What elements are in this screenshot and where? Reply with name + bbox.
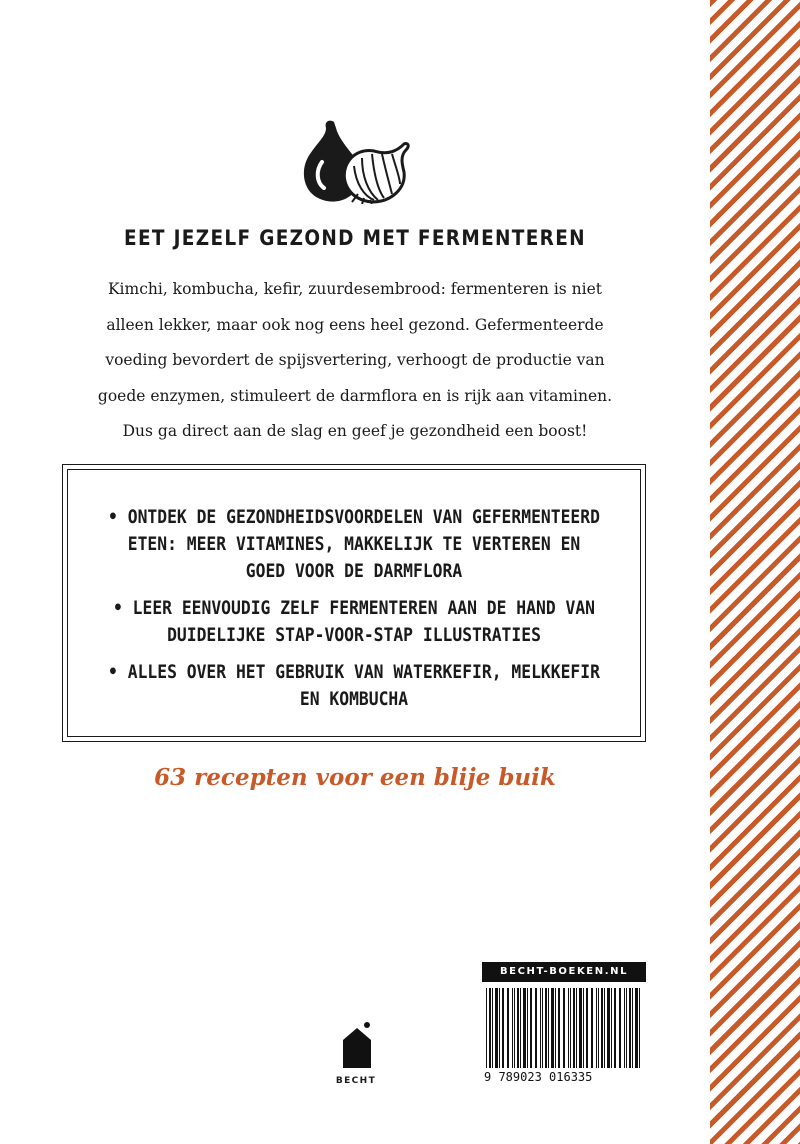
barcode-bar: [604, 988, 605, 1068]
barcode-bar: [512, 988, 513, 1068]
barcode-bar: [632, 988, 633, 1068]
barcode-bar: [548, 988, 549, 1068]
barcode-bar: [551, 988, 554, 1068]
barcode-bar: [527, 988, 528, 1068]
feature-item: • ALLES OVER HET GEBRUIK VAN WATERKEFIR, MELKKEFIR EN KOMBUCHA: [108, 661, 600, 710]
barcode-bar: [558, 988, 560, 1068]
barcode-bar: [545, 988, 547, 1068]
barcode-bar: [555, 988, 556, 1068]
barcode: [482, 988, 646, 1084]
barcode-bar: [598, 988, 599, 1068]
barcode-bar: [520, 988, 521, 1068]
barcode-bar: [535, 988, 537, 1068]
headline: EET JEZELF GEZOND MET FERMENTEREN: [124, 226, 586, 250]
feature-list: [68, 504, 640, 723]
barcode-bar: [611, 988, 612, 1068]
barcode-bar: [489, 988, 491, 1068]
becht-house-icon: [340, 1022, 374, 1068]
feature-item: • LEER EENVOUDIG ZELF FERMENTEREN AAN DE HAND VAN DUIDELIJKE STAP-VOOR-STAP ILLUSTRATIES: [112, 597, 596, 646]
intro-line: voeding bevordert de spijsvertering, verhoogt de productie van: [105, 351, 605, 369]
barcode-bar: [629, 988, 631, 1068]
website-label: BECHT-BOEKEN.NL: [482, 962, 646, 982]
decorative-stripes: [710, 0, 800, 1144]
intro-text: [60, 272, 650, 450]
feature-box-inner: [67, 469, 641, 737]
tagline: 63 recepten voor een blije buik: [154, 764, 556, 791]
fig-onion-icon: [296, 118, 414, 204]
intro-line: Dus ga direct aan de slag en geef je gezondheid een boost!: [122, 422, 588, 440]
barcode-bar: [542, 988, 543, 1068]
barcode-bar: [596, 988, 597, 1068]
barcode-bar: [492, 988, 493, 1068]
barcode-bar: [495, 988, 498, 1068]
barcode-bar: [619, 988, 621, 1068]
barcode-bar: [607, 988, 610, 1068]
barcode-bar: [517, 988, 519, 1068]
barcode-bar: [570, 988, 571, 1068]
barcode-digits: 9 789023 016335: [484, 1070, 593, 1084]
barcode-bar: [583, 988, 584, 1068]
barcode-bar: [540, 988, 541, 1068]
barcode-bar: [639, 988, 640, 1068]
feature-box: [62, 464, 646, 742]
barcode-bar: [614, 988, 616, 1068]
barcode-bar: [601, 988, 603, 1068]
barcode-bar: [626, 988, 627, 1068]
barcode-bar: [507, 988, 509, 1068]
barcode-bar: [523, 988, 526, 1068]
intro-line: goede enzymen, stimuleert de darmflora en is rijk aan vitaminen.: [97, 386, 613, 405]
barcode-bar: [579, 988, 582, 1068]
intro-line: Kimchi, kombucha, kefir, zuurdesembrood: fermenteren is niet: [107, 280, 603, 298]
publisher-name: BECHT: [335, 1076, 377, 1086]
barcode-bar: [499, 988, 500, 1068]
barcode-bar: [486, 988, 487, 1068]
barcode-bar: [635, 988, 638, 1068]
barcode-bar: [624, 988, 625, 1068]
feature-item: • ONTDEK DE GEZONDHEIDSVOORDELEN VAN GEFERMENTEERD ETEN: MEER VITAMINES, MAKKELIJK TE VERTEREN EN GOED VOOR DE DARMFLORA: [108, 506, 600, 582]
barcode-bar: [591, 988, 593, 1068]
barcode-bar: [586, 988, 588, 1068]
barcode-bar: [568, 988, 569, 1068]
barcode-bar: [576, 988, 577, 1068]
barcode-bar: [530, 988, 532, 1068]
barcode-bar: [514, 988, 515, 1068]
intro-line: alleen lekker, maar ook nog eens heel gezond. Gefermenteerde: [106, 315, 604, 334]
barcode-bar: [563, 988, 565, 1068]
barcode-bar: [502, 988, 504, 1068]
stripe-edge: [708, 0, 710, 1144]
barcode-bar: [573, 988, 575, 1068]
